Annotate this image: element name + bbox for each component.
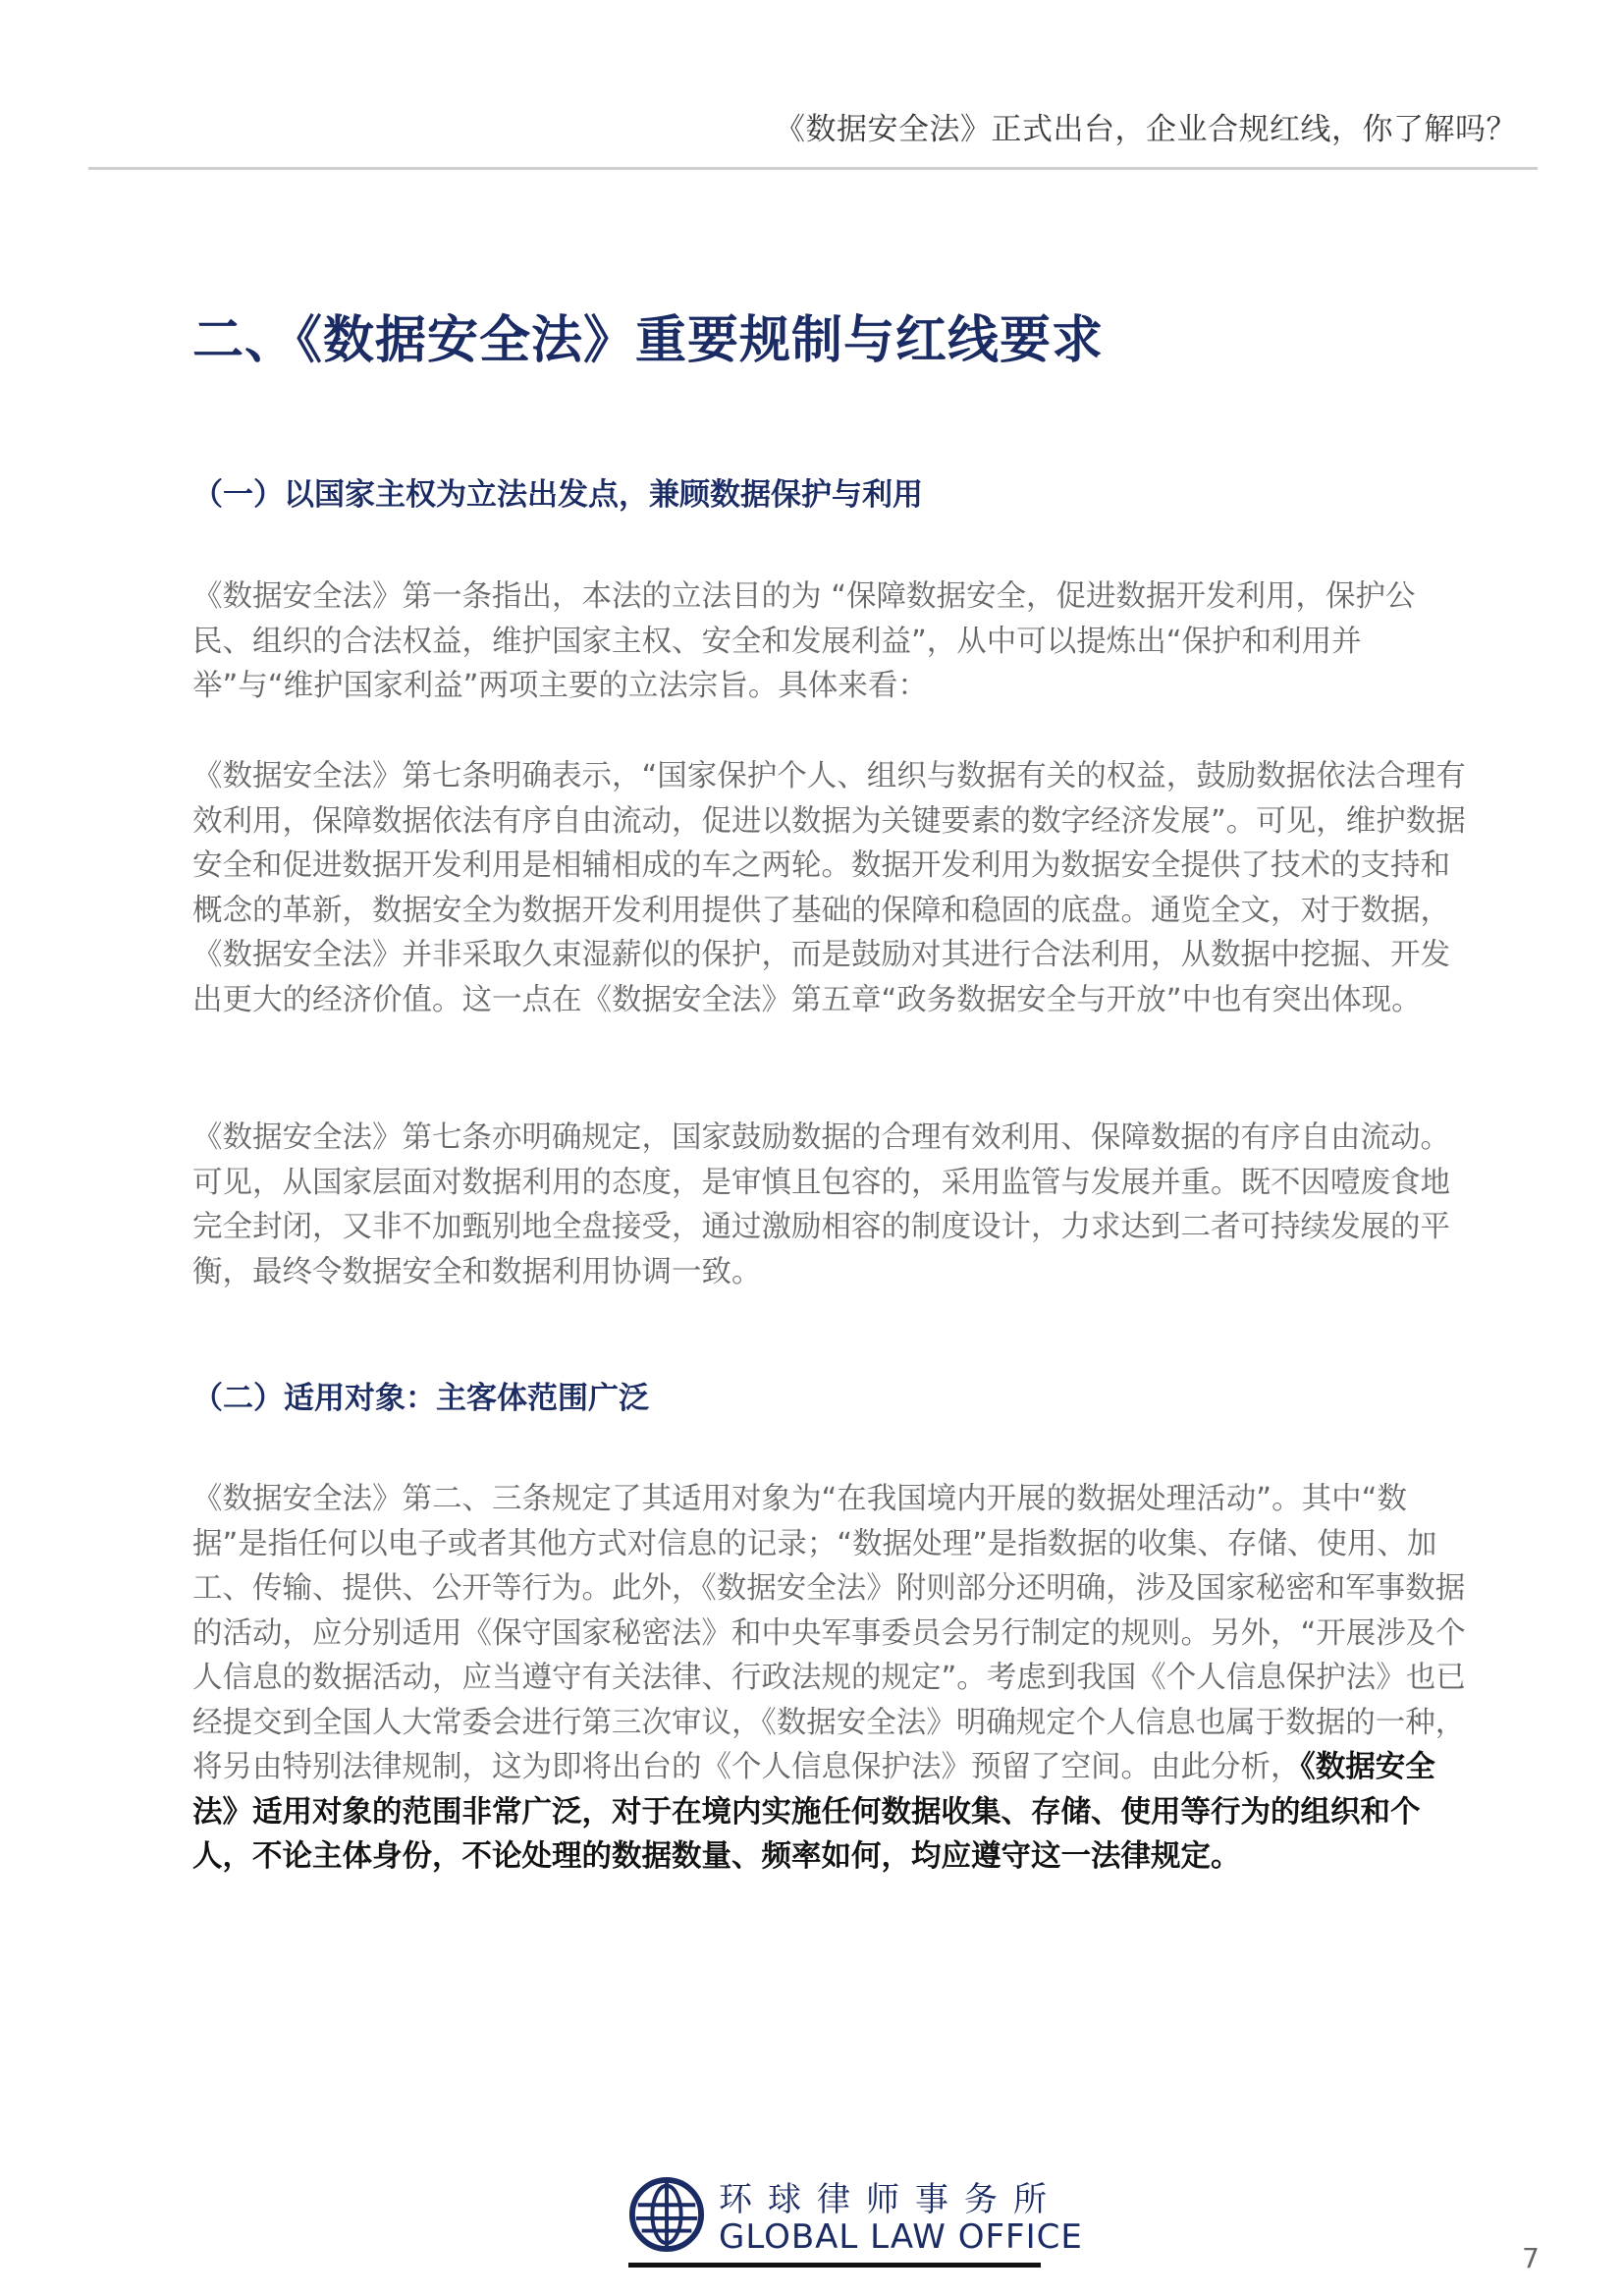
footer-logo-cn: 环球律师事务所 — [719, 2180, 1062, 2219]
paragraph-4-text: 《数据安全法》第二、三条规定了其适用对象为“在我国境内开展的数据处理活动”。其中“数据”是指任何以电子或者其他方式对信息的记录；“数据处理”是指数据的收集、存储、使用、加工、传输、提供、公开等行为。此外，《数据安全法》附则部分还明确，涉及国家秘密和军事数据的活动，应分别适用《保守国家秘密法》和中央军事委员会另行制定的规则。另外，“开展涉及个人信息的数据活动，应当遵守有关法律、行政法规的规定”。考虑到我国《个人信息保护法》也已经提交到全国人大常委会进行第三次审议，《数据安全法》明确规定个人信息也属于数据的一种，将另由特别法律规制，这为即将出台的《个人信息保护法》预留了空间。由此分析， — [192, 1482, 1466, 1784]
section-title: 二、《数据安全法》重要规制与红线要求 — [192, 311, 1105, 370]
subsection-1-heading: （一）以国家主权为立法出发点，兼顾数据保护与利用 — [192, 477, 923, 513]
subsection-2-heading: （二）适用对象：主客体范围广泛 — [192, 1381, 649, 1416]
page-number: 7 — [1522, 2242, 1540, 2274]
running-header: 《数据安全法》正式出台，企业合规红线，你了解吗？ — [775, 112, 1517, 147]
paragraph-2: 《数据安全法》第七条明确表示，“国家保护个人、组织与数据有关的权益，鼓励数据依法合理有效利用，保障数据依法有序自由流动，促进以数据为关键要素的数字经济发展”。可见，维护数据安全和促进数据开发利用是相辅相成的车之两轮。数据开发利用为数据安全提供了技术的支持和概念的革新，数据安全为数据开发利用提供了基础的保障和稳固的底盘。通览全文，对于数据，《数据安全法》并非采取久束湿薪似的保护，而是鼓励对其进行合法利用，从数据中挖掘、开发出更大的经济价值。这一点在《数据安全法》第五章“政务数据安全与开放”中也有突出体现。 — [192, 759, 1466, 1017]
footer-logo-underline — [628, 2263, 1041, 2268]
footer-logo-en: GLOBAL LAW OFFICE — [719, 2217, 1083, 2257]
paragraph-3: 《数据安全法》第七条亦明确规定，国家鼓励数据的合理有效利用、保障数据的有序自由流动。可见，从国家层面对数据利用的态度，是审慎且包容的，采用监管与发展并重。既不因噎废食地完全封闭，又非不加甄别地全盘接受，通过激励相容的制度设计，力求达到二者可持续发展的平衡，最终令数据安全和数据利用协调一致。 — [192, 1121, 1450, 1289]
paragraph-1: 《数据安全法》第一条指出，本法的立法目的为 “保障数据安全，促进数据开发利用，保护公民、组织的合法权益，维护国家主权、安全和发展利益”，从中可以提炼出“保护和利用并举”与“维护国家利益”两项主要的立法宗旨。具体来看： — [192, 579, 1416, 703]
paragraph-4 — [192, 1477, 1469, 1880]
globe-emblem-icon — [628, 2176, 705, 2253]
header-rule — [88, 167, 1538, 170]
footer-logo — [628, 2172, 1083, 2270]
paragraph-4-emphasis: 《数据安全法》适用对象的范围非常广泛，对于在境内实施任何数据收集、存储、使用等行为的组织和个人，不论主体身份，不论处理的数据数量、频率如何，均应遵守这一法律规定。 — [192, 1750, 1435, 1874]
